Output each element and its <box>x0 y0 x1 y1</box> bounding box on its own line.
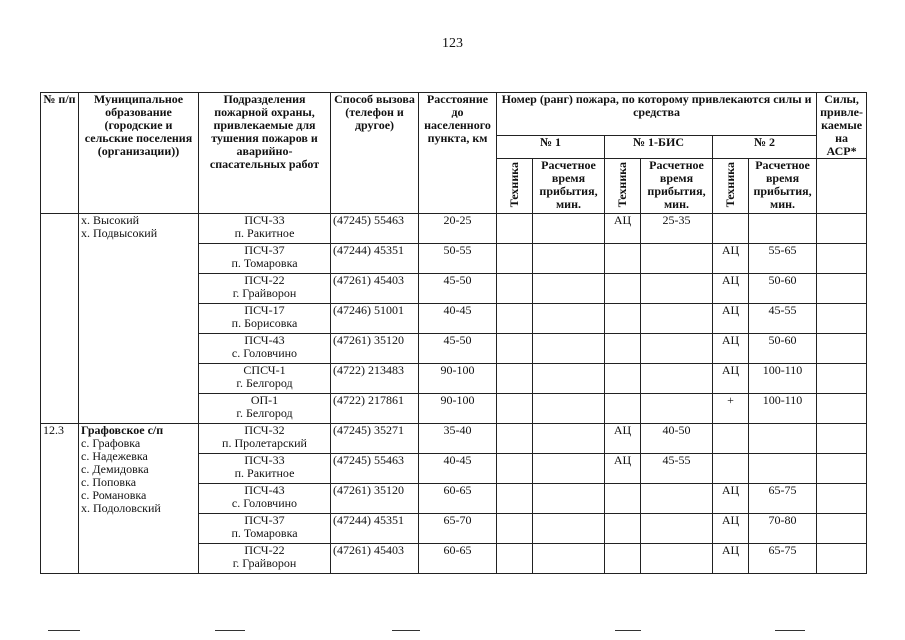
rank2-tech-cell: АЦ <box>713 274 749 304</box>
rank2-time-cell: 100-110 <box>749 394 817 424</box>
rank2-tech-cell <box>713 454 749 484</box>
unit-cell <box>199 514 331 544</box>
unit-location: п. Ракитное <box>234 466 295 480</box>
rank1-tech-cell <box>497 484 533 514</box>
rank1bis-time-cell <box>641 244 713 274</box>
municipality-name: Графовское с/п <box>81 423 164 437</box>
header-rank1bis: № 1-БИС <box>605 136 713 159</box>
forces-cell <box>817 364 867 394</box>
settlement-name: х. Подвысокий <box>81 226 158 240</box>
unit-location: г. Белгород <box>236 376 293 390</box>
unit-cell <box>199 394 331 424</box>
rank1bis-tech-cell <box>605 364 641 394</box>
unit-cell <box>199 304 331 334</box>
table-row <box>41 424 867 454</box>
rank1-time-cell <box>533 424 605 454</box>
header-municipality: Муниципальное образование (городские и сельские поселения (организации)) <box>79 93 199 214</box>
rank1bis-time-cell <box>641 364 713 394</box>
forces-cell <box>817 214 867 244</box>
rank2-tech-cell <box>713 214 749 244</box>
rank2-tech-cell: АЦ <box>713 514 749 544</box>
rank2-time-cell: 70-80 <box>749 514 817 544</box>
forces-cell <box>817 394 867 424</box>
unit-location: п. Ракитное <box>234 226 295 240</box>
rank1bis-time-cell: 25-35 <box>641 214 713 244</box>
unit-name: ПСЧ-32 <box>244 423 285 437</box>
rank2-tech-cell: АЦ <box>713 484 749 514</box>
unit-location: п. Томаровка <box>231 526 298 540</box>
rank1bis-tech-cell: АЦ <box>605 424 641 454</box>
distance-cell: 50-55 <box>419 244 497 274</box>
row-number: 12.3 <box>41 424 79 574</box>
distance-cell: 45-50 <box>419 334 497 364</box>
unit-name: ПСЧ-37 <box>244 513 285 527</box>
forces-cell <box>817 334 867 364</box>
rank1bis-tech-cell <box>605 394 641 424</box>
bottom-divider <box>615 630 641 631</box>
unit-name: ПСЧ-17 <box>244 303 285 317</box>
header-num: № п/п <box>41 93 79 214</box>
rank1-time-cell <box>533 274 605 304</box>
rank1-time-cell <box>533 544 605 574</box>
header-forces-empty <box>817 159 867 214</box>
rank2-time-cell: 100-110 <box>749 364 817 394</box>
distance-cell: 65-70 <box>419 514 497 544</box>
rank2-time-cell: 65-75 <box>749 484 817 514</box>
rank1-time-cell <box>533 364 605 394</box>
rank1bis-tech-cell <box>605 334 641 364</box>
unit-cell <box>199 334 331 364</box>
unit-name: ПСЧ-33 <box>244 453 285 467</box>
header-time-2: Расчетное время прибытия, мин. <box>749 159 817 214</box>
rank2-tech-cell: АЦ <box>713 364 749 394</box>
fire-forces-table <box>40 92 867 574</box>
page-number: 123 <box>442 36 463 51</box>
unit-cell <box>199 454 331 484</box>
distance-cell: 60-65 <box>419 544 497 574</box>
unit-name: СПСЧ-1 <box>243 363 286 377</box>
header-time-1bis: Расчетное время прибытия, мин. <box>641 159 713 214</box>
phone-cell: (4722) 213483 <box>331 364 419 394</box>
rank1-tech-cell <box>497 364 533 394</box>
rank2-time-cell <box>749 214 817 244</box>
settlement-name: с. Надежевка <box>81 449 148 463</box>
unit-location: г. Грайворон <box>232 286 297 300</box>
rank2-tech-cell: + <box>713 394 749 424</box>
rank1bis-time-cell <box>641 304 713 334</box>
distance-cell: 35-40 <box>419 424 497 454</box>
phone-cell: (47246) 51001 <box>331 304 419 334</box>
distance-cell: 90-100 <box>419 394 497 424</box>
rank1-time-cell <box>533 244 605 274</box>
header-time-1: Расчетное время прибытия, мин. <box>533 159 605 214</box>
header-rank1: № 1 <box>497 136 605 159</box>
unit-name: ПСЧ-22 <box>244 273 285 287</box>
rank1-time-cell <box>533 514 605 544</box>
header-tech-2: Техника <box>713 159 749 214</box>
unit-name: ПСЧ-37 <box>244 243 285 257</box>
table-body <box>41 214 867 574</box>
phone-cell: (47261) 45403 <box>331 544 419 574</box>
rank1bis-tech-cell <box>605 274 641 304</box>
forces-cell <box>817 484 867 514</box>
rank1bis-time-cell <box>641 544 713 574</box>
rank2-time-cell: 65-75 <box>749 544 817 574</box>
row-number <box>41 214 79 424</box>
phone-cell: (47245) 55463 <box>331 214 419 244</box>
phone-cell: (47245) 35271 <box>331 424 419 454</box>
phone-cell: (47244) 45351 <box>331 514 419 544</box>
distance-cell: 20-25 <box>419 214 497 244</box>
rank1-time-cell <box>533 394 605 424</box>
rank2-tech-cell: АЦ <box>713 334 749 364</box>
rank1bis-time-cell: 40-50 <box>641 424 713 454</box>
unit-cell <box>199 484 331 514</box>
distance-cell: 90-100 <box>419 364 497 394</box>
unit-name: ПСЧ-43 <box>244 333 285 347</box>
rank1bis-time-cell <box>641 334 713 364</box>
rank1bis-tech-cell: АЦ <box>605 214 641 244</box>
distance-cell: 40-45 <box>419 454 497 484</box>
rank1bis-tech-cell <box>605 484 641 514</box>
rank1bis-time-cell <box>641 514 713 544</box>
phone-cell: (4722) 217861 <box>331 394 419 424</box>
unit-location: с. Головчино <box>231 496 298 510</box>
rank1-time-cell <box>533 304 605 334</box>
forces-cell <box>817 514 867 544</box>
unit-location: г. Белгород <box>236 406 293 420</box>
header-distance: Расстояние до населенного пункта, км <box>419 93 497 214</box>
municipality-cell <box>79 424 199 574</box>
rank1bis-time-cell <box>641 484 713 514</box>
bottom-divider <box>215 630 245 631</box>
header-tech-1bis: Техника <box>605 159 641 214</box>
rank1-tech-cell <box>497 334 533 364</box>
rank1-time-cell <box>533 484 605 514</box>
rank1-time-cell <box>533 214 605 244</box>
distance-cell: 40-45 <box>419 304 497 334</box>
rank1-tech-cell <box>497 244 533 274</box>
rank1bis-tech-cell <box>605 244 641 274</box>
rank1-tech-cell <box>497 214 533 244</box>
forces-cell <box>817 544 867 574</box>
rank2-time-cell <box>749 454 817 484</box>
settlement-name: с. Демидовка <box>81 462 149 476</box>
bottom-divider <box>392 630 420 631</box>
rank2-time-cell <box>749 424 817 454</box>
header-units: Подразделения пожарной охраны, привлекаемые для тушения пожаров и аварийно-спасательных работ <box>199 93 331 214</box>
unit-cell <box>199 214 331 244</box>
unit-location: г. Грайворон <box>232 556 297 570</box>
unit-name: ПСЧ-43 <box>244 483 285 497</box>
forces-cell <box>817 424 867 454</box>
header-rank2: № 2 <box>713 136 817 159</box>
header-forces: Силы, привле-каемые на АСР* <box>817 93 867 159</box>
distance-cell: 60-65 <box>419 484 497 514</box>
phone-cell: (47261) 45403 <box>331 274 419 304</box>
rank2-time-cell: 55-65 <box>749 244 817 274</box>
rank1bis-tech-cell <box>605 544 641 574</box>
settlement-name: с. Графовка <box>81 436 141 450</box>
settlement-name: с. Романовка <box>81 488 147 502</box>
rank1bis-tech-cell <box>605 514 641 544</box>
unit-location: п. Борисовка <box>231 316 298 330</box>
unit-location: п. Пролетарский <box>222 436 307 450</box>
rank1-tech-cell <box>497 544 533 574</box>
rank1-tech-cell <box>497 274 533 304</box>
unit-name: ПСЧ-22 <box>244 543 285 557</box>
unit-cell <box>199 364 331 394</box>
unit-cell <box>199 244 331 274</box>
rank1-time-cell <box>533 334 605 364</box>
rank2-tech-cell: АЦ <box>713 544 749 574</box>
rank1-tech-cell <box>497 514 533 544</box>
rank2-tech-cell: АЦ <box>713 304 749 334</box>
rank1-time-cell <box>533 454 605 484</box>
bottom-divider <box>775 630 805 631</box>
unit-cell <box>199 544 331 574</box>
municipality-cell <box>79 214 199 424</box>
forces-cell <box>817 454 867 484</box>
unit-name: ОП-1 <box>250 393 279 407</box>
rank1bis-tech-cell <box>605 304 641 334</box>
unit-cell <box>199 274 331 304</box>
header-rank-group: Номер (ранг) пожара, по которому привлекаются силы и средства <box>497 93 817 136</box>
rank1-tech-cell <box>497 454 533 484</box>
table-row <box>41 214 867 244</box>
phone-cell: (47244) 45351 <box>331 244 419 274</box>
rank2-time-cell: 50-60 <box>749 334 817 364</box>
rank1-tech-cell <box>497 394 533 424</box>
phone-cell: (47261) 35120 <box>331 334 419 364</box>
unit-cell <box>199 424 331 454</box>
settlement-name: с. Поповка <box>81 475 137 489</box>
unit-location: п. Томаровка <box>231 256 298 270</box>
rank1bis-time-cell <box>641 394 713 424</box>
phone-cell: (47261) 35120 <box>331 484 419 514</box>
unit-name: ПСЧ-33 <box>244 213 285 227</box>
rank1bis-time-cell <box>641 274 713 304</box>
rank2-tech-cell <box>713 424 749 454</box>
phone-cell: (47245) 55463 <box>331 454 419 484</box>
rank2-tech-cell: АЦ <box>713 244 749 274</box>
rank1-tech-cell <box>497 304 533 334</box>
distance-cell: 45-50 <box>419 274 497 304</box>
forces-cell <box>817 244 867 274</box>
rank2-time-cell: 45-55 <box>749 304 817 334</box>
rank1bis-tech-cell: АЦ <box>605 454 641 484</box>
rank1-tech-cell <box>497 424 533 454</box>
rank2-time-cell: 50-60 <box>749 274 817 304</box>
settlement-name: х. Подоловский <box>81 501 161 515</box>
rank1bis-time-cell: 45-55 <box>641 454 713 484</box>
forces-cell <box>817 304 867 334</box>
unit-location: с. Головчино <box>231 346 298 360</box>
header-tech-1: Техника <box>497 159 533 214</box>
settlement-name: х. Высокий <box>81 213 140 227</box>
forces-cell <box>817 274 867 304</box>
bottom-divider <box>48 630 80 631</box>
header-call-method: Способ вызова (телефон и другое) <box>331 93 419 214</box>
